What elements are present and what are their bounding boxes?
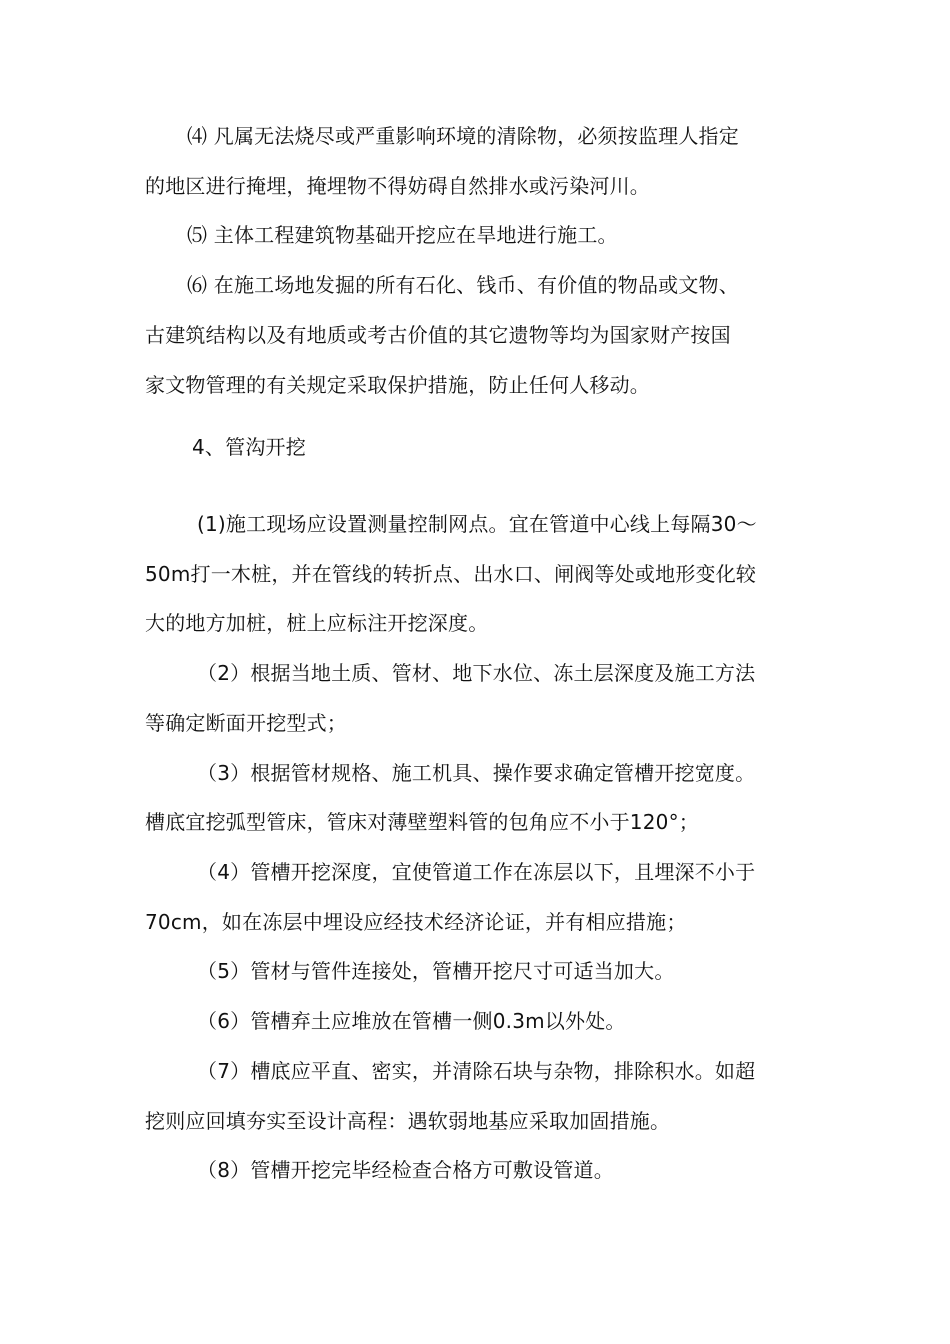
item-5-line-1: （5）管材与管件连接处，管槽开挖尺寸可适当加大。 xyxy=(197,959,675,983)
item-2-line-2: 等确定断面开挖型式； xyxy=(145,711,347,735)
paragraph-4-line-1: ⑷ 凡属无法烧尽或严重影响环境的清除物，必须按监理人指定 xyxy=(187,124,739,148)
paragraph-6-line-1: ⑹ 在施工场地发掘的所有石化、钱币、有价值的物品或文物、 xyxy=(187,273,739,297)
paragraph-6-line-3: 家文物管理的有关规定采取保护措施，防止任何人移动。 xyxy=(145,373,650,397)
item-7-line-1: （7）槽底应平直、密实，并清除石块与杂物，排除积水。如超 xyxy=(197,1059,756,1083)
paragraph-4-line-2: 的地区进行掩埋，掩埋物不得妨碍自然排水或污染河川。 xyxy=(145,174,650,198)
item-6-line-1: （6）管槽弃土应堆放在管槽一侧0.3m以外处。 xyxy=(197,1009,626,1033)
item-1-line-2: 50m打一木桩，并在管线的转折点、出水口、闸阀等处或地形变化较 xyxy=(145,562,757,586)
item-4-line-2: 70cm，如在冻层中埋设应经技术经济论证，并有相应措施； xyxy=(145,910,687,934)
item-3-line-1: （3）根据管材规格、施工机具、操作要求确定管槽开挖宽度。 xyxy=(197,761,756,785)
item-1-line-3: 大的地方加桩，桩上应标注开挖深度。 xyxy=(145,611,489,635)
item-2-line-1: （2）根据当地土质、管材、地下水位、冻土层深度及施工方法 xyxy=(197,661,756,685)
item-8-line-1: （8）管槽开挖完毕经检查合格方可敷设管道。 xyxy=(197,1158,614,1182)
item-4-line-1: （4）管槽开挖深度，宜使管道工作在冻层以下，且埋深不小于 xyxy=(197,860,756,884)
paragraph-5-line-1: ⑸ 主体工程建筑物基础开挖应在旱地进行施工。 xyxy=(187,223,618,247)
item-3-line-2: 槽底宜挖弧型管床，管床对薄壁塑料管的包角应不小于120°； xyxy=(145,810,699,834)
paragraph-6-line-2: 古建筑结构以及有地质或考古价值的其它遗物等均为国家财产按国 xyxy=(145,323,731,347)
item-7-line-2: 挖则应回填夯实至设计高程：遇软弱地基应采取加固措施。 xyxy=(145,1109,671,1133)
section-heading: 4、管沟开挖 xyxy=(192,435,306,459)
item-1-line-1: (1)施工现场应设置测量控制网点。宜在管道中心线上每隔30～ xyxy=(197,512,757,536)
